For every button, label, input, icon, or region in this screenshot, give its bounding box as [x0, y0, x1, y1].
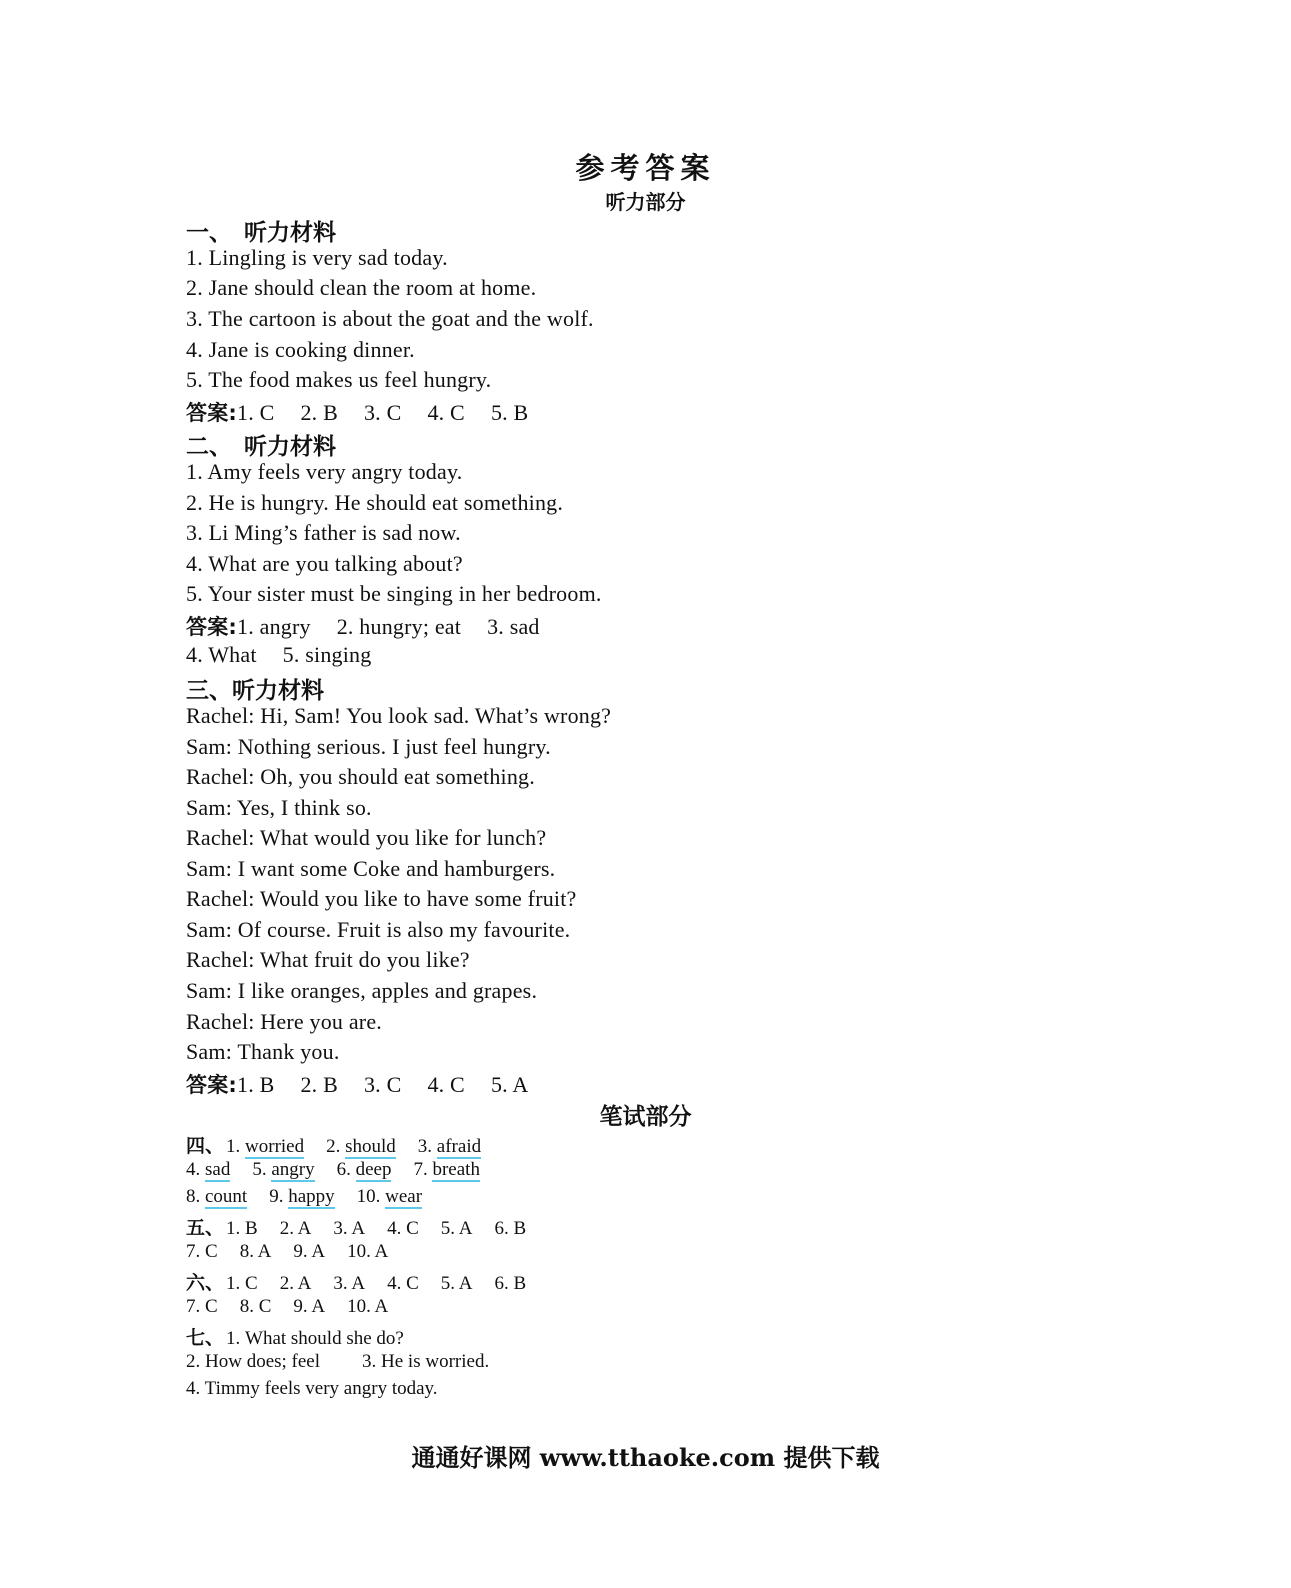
- answer-item: 5. B: [490, 400, 529, 425]
- answer-item: 1. B: [237, 1072, 275, 1097]
- answer-item: 9. happy: [269, 1186, 335, 1207]
- section-1-title: 听力材料: [244, 220, 336, 246]
- section-4-row-3: [186, 1186, 444, 1208]
- footer-download-note: 通通好课网 www.tthaoke.com 提供下载: [411, 1443, 880, 1472]
- answer-item: 1. angry: [237, 614, 311, 639]
- answer-item: 9. A: [293, 1241, 326, 1262]
- dialogue-line: Sam: I like oranges, apples and grapes.: [186, 978, 538, 1003]
- section-2-answers-row-1: [186, 611, 566, 641]
- section-2-line-1: 1. Amy feels very angry today.: [186, 459, 463, 484]
- underlined-word: deep: [355, 1159, 392, 1180]
- answer-item: 9. A: [293, 1296, 326, 1317]
- answer-item: 4. What: [186, 642, 257, 667]
- section-5-row-1: [186, 1213, 548, 1240]
- dialogue-line: Rachel: Hi, Sam! You look sad. What’s wrong?: [186, 703, 612, 728]
- answer-item: 7. C: [186, 1296, 218, 1317]
- answer-item: 4. sad: [186, 1159, 231, 1180]
- section-1-heading: [186, 214, 336, 247]
- section-1-line-1: 1. Lingling is very sad today.: [186, 245, 448, 270]
- section-4-row-2: [186, 1159, 502, 1181]
- section-2-line-5: 5. Your sister must be singing in her bedroom.: [186, 581, 602, 606]
- answer-item: 1. C: [237, 400, 275, 425]
- answer-item: 10. wear: [356, 1186, 423, 1207]
- answer-item: 5. A: [440, 1273, 473, 1294]
- answer-item: 10. A: [347, 1241, 389, 1262]
- section-1-line-2: 2. Jane should clean the room at home.: [186, 275, 537, 300]
- dialogue-line: Rachel: Oh, you should eat something.: [186, 764, 535, 789]
- answer-item: 2. B: [300, 400, 338, 425]
- underlined-word: angry: [271, 1159, 315, 1180]
- section-7-row-3: 4. Timmy feels very angry today.: [186, 1378, 438, 1399]
- answer-item: 1. C: [226, 1273, 258, 1294]
- answer-item: 7. breath: [413, 1159, 480, 1180]
- underlined-word: afraid: [436, 1136, 482, 1157]
- answer-item: 2. B: [300, 1072, 338, 1097]
- section-6-row-1: [186, 1268, 548, 1295]
- answer-item: 3. He is worried.: [362, 1351, 490, 1372]
- answer-item: 2. How does; feel: [186, 1351, 321, 1372]
- answer-item: 7. C: [186, 1241, 218, 1262]
- answer-item: 4. C: [387, 1218, 419, 1239]
- answer-item: 5. A: [490, 1072, 529, 1097]
- answer-item: 1. worried: [226, 1136, 305, 1157]
- underlined-word: wear: [385, 1186, 423, 1207]
- section-6-label: 六、: [186, 1272, 225, 1294]
- section-7-row-1: [186, 1323, 404, 1350]
- listening-part-title: 听力部分: [605, 190, 686, 214]
- page-title: 参考答案: [575, 151, 716, 185]
- answer-item: 3. C: [363, 1072, 402, 1097]
- section-7-label: 七、: [186, 1327, 225, 1349]
- section-3-answers: [186, 1069, 554, 1099]
- section-3-number: 三、: [186, 678, 232, 704]
- answer-item: 1. What should she do?: [226, 1328, 404, 1349]
- dialogue-line: Sam: Nothing serious. I just feel hungry.: [186, 734, 551, 759]
- section-2-heading: [186, 428, 336, 461]
- answer-item: 1. B: [226, 1218, 258, 1239]
- section-5-row-2: [186, 1241, 410, 1263]
- answer-label: 答案:: [186, 1073, 237, 1097]
- dialogue-line: Rachel: What would you like for lunch?: [186, 825, 547, 850]
- dialogue-line: Sam: Thank you.: [186, 1039, 340, 1064]
- dialogue-line: Rachel: Here you are.: [186, 1009, 382, 1034]
- answer-item: 8. A: [239, 1241, 272, 1262]
- section-2-line-2: 2. He is hungry. He should eat something.: [186, 490, 564, 515]
- section-2-line-3: 3. Li Ming’s father is sad now.: [186, 520, 461, 545]
- section-6-row-2: [186, 1296, 410, 1318]
- answer-item: 4. C: [427, 400, 465, 425]
- answer-item: 8. C: [239, 1296, 272, 1317]
- underlined-word: breath: [432, 1159, 480, 1180]
- answer-item: 2. A: [279, 1273, 312, 1294]
- answer-item: 6. deep: [336, 1159, 392, 1180]
- answer-item: 3. sad: [487, 614, 540, 639]
- underlined-word: worried: [245, 1136, 305, 1157]
- section-1-line-4: 4. Jane is cooking dinner.: [186, 337, 415, 362]
- answer-item: 2. should: [326, 1136, 396, 1157]
- answer-item: 6. B: [494, 1273, 527, 1294]
- dialogue-line: Rachel: Would you like to have some fruit?: [186, 886, 577, 911]
- section-1-line-3: 3. The cartoon is about the goat and the wolf.: [186, 306, 594, 331]
- answer-item: 4. C: [387, 1273, 419, 1294]
- answer-item: 5. singing: [282, 642, 372, 667]
- section-1-line-5: 5. The food makes us feel hungry.: [186, 367, 492, 392]
- answer-item: 3. C: [363, 400, 402, 425]
- section-3-heading: [186, 672, 324, 705]
- section-7-row-2: [186, 1351, 489, 1373]
- section-1-number: 一、: [186, 220, 232, 246]
- underlined-word: sad: [205, 1159, 231, 1180]
- answer-item: 4. C: [427, 1072, 465, 1097]
- underlined-word: count: [205, 1186, 248, 1207]
- written-part-title: 笔试部分: [599, 1104, 692, 1130]
- section-2-line-4: 4. What are you talking about?: [186, 551, 463, 576]
- answer-label: 答案:: [186, 401, 237, 425]
- section-1-answers: [186, 397, 554, 427]
- section-5-label: 五、: [186, 1217, 225, 1239]
- answer-item: 8. count: [186, 1186, 248, 1207]
- answer-item: 3. afraid: [417, 1136, 482, 1157]
- answer-item: 5. A: [440, 1218, 473, 1239]
- answer-item: 3. A: [333, 1218, 366, 1239]
- section-4-label: 四、: [186, 1135, 225, 1157]
- section-4-row-1: [186, 1131, 503, 1158]
- answer-label: 答案:: [186, 615, 237, 639]
- answer-item: 2. A: [279, 1218, 312, 1239]
- answer-item: 3. A: [333, 1273, 366, 1294]
- dialogue-line: Rachel: What fruit do you like?: [186, 947, 470, 972]
- underlined-word: happy: [288, 1186, 335, 1207]
- answer-item: 6. B: [494, 1218, 527, 1239]
- answer-item: 5. angry: [252, 1159, 315, 1180]
- underlined-word: should: [345, 1136, 396, 1157]
- section-2-answers-row-2: [186, 642, 397, 668]
- section-3-title: 听力材料: [232, 678, 324, 704]
- section-2-title: 听力材料: [244, 434, 336, 460]
- answer-item: 2. hungry; eat: [336, 614, 462, 639]
- answer-item: 10. A: [347, 1296, 389, 1317]
- dialogue-line: Sam: Of course. Fruit is also my favourite.: [186, 917, 571, 942]
- section-2-number: 二、: [186, 434, 232, 460]
- dialogue-line: Sam: Yes, I think so.: [186, 795, 372, 820]
- dialogue-line: Sam: I want some Coke and hamburgers.: [186, 856, 556, 881]
